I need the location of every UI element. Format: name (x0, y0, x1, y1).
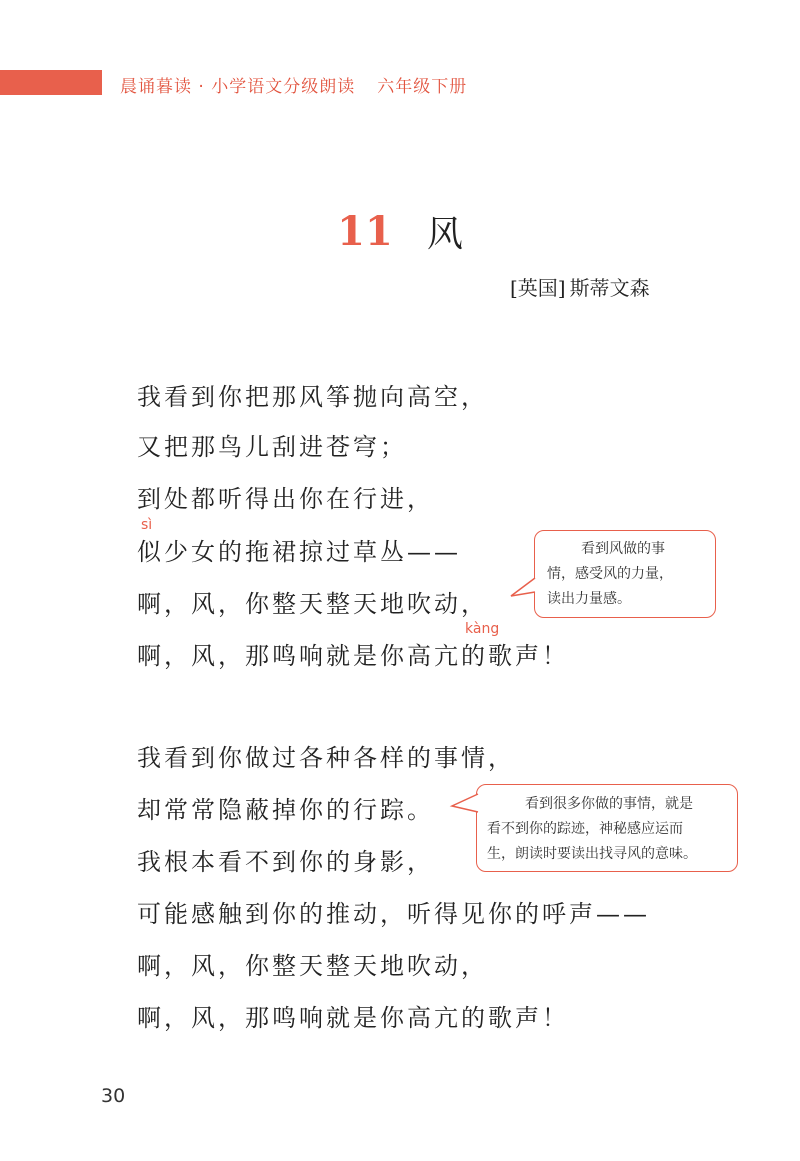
annotation-line: 读出力量感。 (547, 591, 631, 607)
bubble-tail-icon (508, 576, 538, 606)
annotation-bubble (476, 784, 738, 872)
annotation-line: 看到很多你做的事情，就是 (525, 796, 693, 812)
poem-title (0, 206, 800, 257)
page-number: 30 (101, 1085, 126, 1107)
poem-line: 啊，风，你整天整天地吹动， (137, 952, 488, 980)
author-line (510, 272, 650, 301)
annotation-line: 看不到你的踪迹，神秘感应运而 (487, 821, 683, 837)
poem-line: 到处都听得出你在行进， (137, 485, 434, 513)
poem-line: 似少女的拖裙掠过草丛—— (137, 538, 461, 566)
annotation-line: 生，朗读时要读出找寻风的意味。 (487, 846, 697, 862)
poem-line: 啊，风，那鸣响就是你高亢的歌声！ (137, 1004, 569, 1032)
poem-line: 我看到你做过各种各样的事情， (137, 744, 515, 772)
annotation-line: 看到风做的事 (581, 541, 665, 557)
author-country: [英国] (510, 276, 566, 300)
poem-line: 啊，风，那鸣响就是你高亢的歌声！ (137, 642, 569, 670)
poem-line: 又把那鸟儿刮进苍穹； (137, 433, 407, 461)
poem-line: 可能感触到你的推动，听得见你的呼声—— (137, 900, 650, 928)
author-name: 斯蒂文森 (569, 276, 650, 300)
header-series: 晨诵暮读 · 小学语文分级朗读 (120, 77, 356, 97)
header-grade: 六年级下册 (377, 77, 468, 97)
running-header (120, 72, 467, 97)
annotation-bubble (534, 530, 716, 618)
pinyin-annotation: sì (141, 517, 153, 533)
bubble-tail-icon (448, 790, 480, 820)
poem-line: 我看到你把那风筝抛向高空， (137, 383, 488, 411)
poem-line: 啊，风，你整天整天地吹动， (137, 590, 488, 618)
poem-line: 我根本看不到你的身影， (137, 848, 434, 876)
poem-line: 却常常隐蔽掉你的行踪。 (137, 796, 434, 824)
lesson-title: 风 (426, 214, 463, 255)
pinyin-annotation: kàng (465, 621, 500, 637)
annotation-line: 情，感受风的力量， (547, 566, 673, 582)
lesson-number: 11 (337, 208, 393, 255)
header-color-bar (0, 70, 102, 95)
